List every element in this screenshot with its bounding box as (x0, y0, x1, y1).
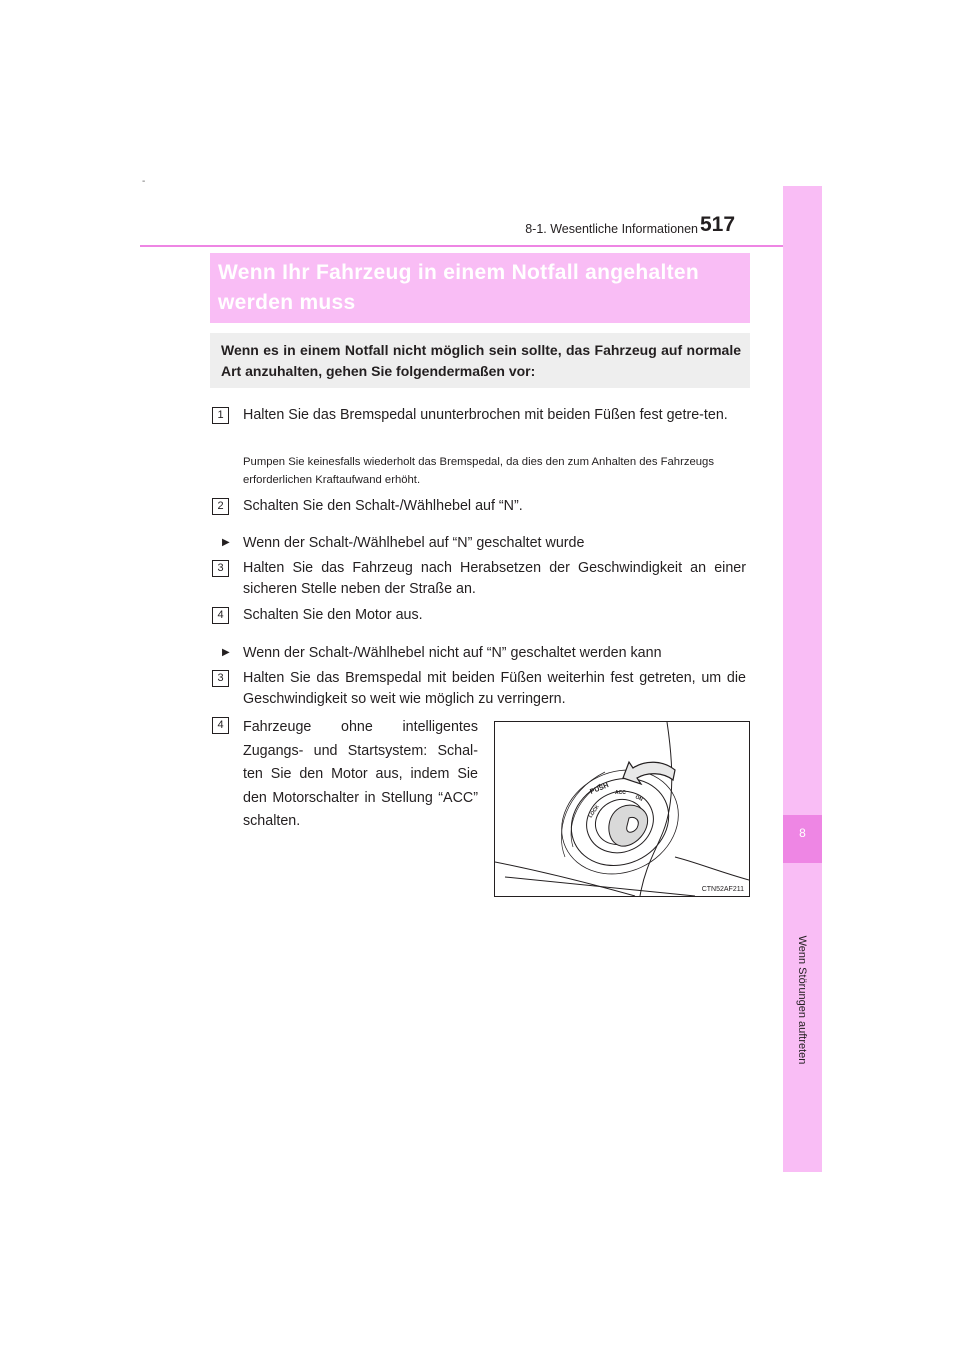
page-number: 517 (700, 213, 736, 236)
step-1-text: Halten Sie das Bremspedal ununterbrochen mit beiden Füßen fest getre-ten. (243, 407, 728, 423)
push-label: PUSH (589, 782, 610, 796)
step-number-3a: 3 (212, 560, 229, 577)
case-neutral-fail: Wenn der Schalt-/Wählhebel nicht auf “N” geschaltet werden kann (243, 645, 662, 661)
ignition-switch-illustration (495, 722, 749, 896)
intro-text: Wenn es in einem Notfall nicht möglich sein sollte, das Fahrzeug auf normale Art anzuhalten, gehen Sie folgendermaßen vor: (221, 342, 741, 379)
step-number-4a: 4 (212, 607, 229, 624)
chapter-number: 8 (799, 826, 806, 840)
case-neutral-ok: Wenn der Schalt-/Wählhebel auf “N” geschaltet wurde (243, 535, 585, 551)
page-title: Wenn Ihr Fahrzeug in einem Notfall angehalten werden muss (218, 261, 699, 314)
step-3b-text: Halten Sie das Bremspedal mit beiden Füßen weiterhin fest getreten, um die Geschwindigkeit so weit wie möglich zu verringern. (243, 670, 746, 707)
step-1-note: Pumpen Sie keinesfalls wiederholt das Bremspedal, da dies den zum Anhalten des Fahrzeugs erforderlichen Kraftaufwand erhöht. (243, 456, 714, 486)
step-number-4b: 4 (212, 717, 229, 734)
step-number-2: 2 (212, 498, 229, 515)
case-arrow-icon: ▶ (222, 537, 230, 548)
ignition-switch-figure (494, 721, 750, 897)
step-4a-text: Schalten Sie den Motor aus. (243, 607, 423, 623)
on-label: ON (634, 794, 644, 803)
acc-label: ACC (615, 790, 626, 796)
turn-arrow-icon (623, 762, 675, 784)
step-3a-text: Halten Sie das Fahrzeug nach Herabsetzen der Geschwindigkeit an einer sicheren Stelle neben der Straße an. (243, 560, 746, 597)
header-section-title: 8-1. Wesentliche Informationen (525, 222, 698, 236)
step-2-text: Schalten Sie den Schalt-/Wählhebel auf “N”. (243, 498, 523, 514)
chapter-title: Wenn Störungen auftreten (796, 935, 808, 1065)
step-4b-text: Fahrzeuge ohne intelligentes Zugangs- und Startsystem: Schal-ten Sie den Motor aus, indem Sie den Motorschalter in Stellung “ACC” schalten. (243, 719, 478, 829)
header-mark: - (142, 176, 146, 187)
step-number-1: 1 (212, 407, 229, 424)
figure-code: CTN52AF211 (701, 886, 744, 893)
step-number-3b: 3 (212, 670, 229, 687)
lock-label: LOCK (587, 804, 601, 820)
case-arrow-icon: ▶ (222, 647, 230, 658)
header-rule (140, 245, 822, 247)
